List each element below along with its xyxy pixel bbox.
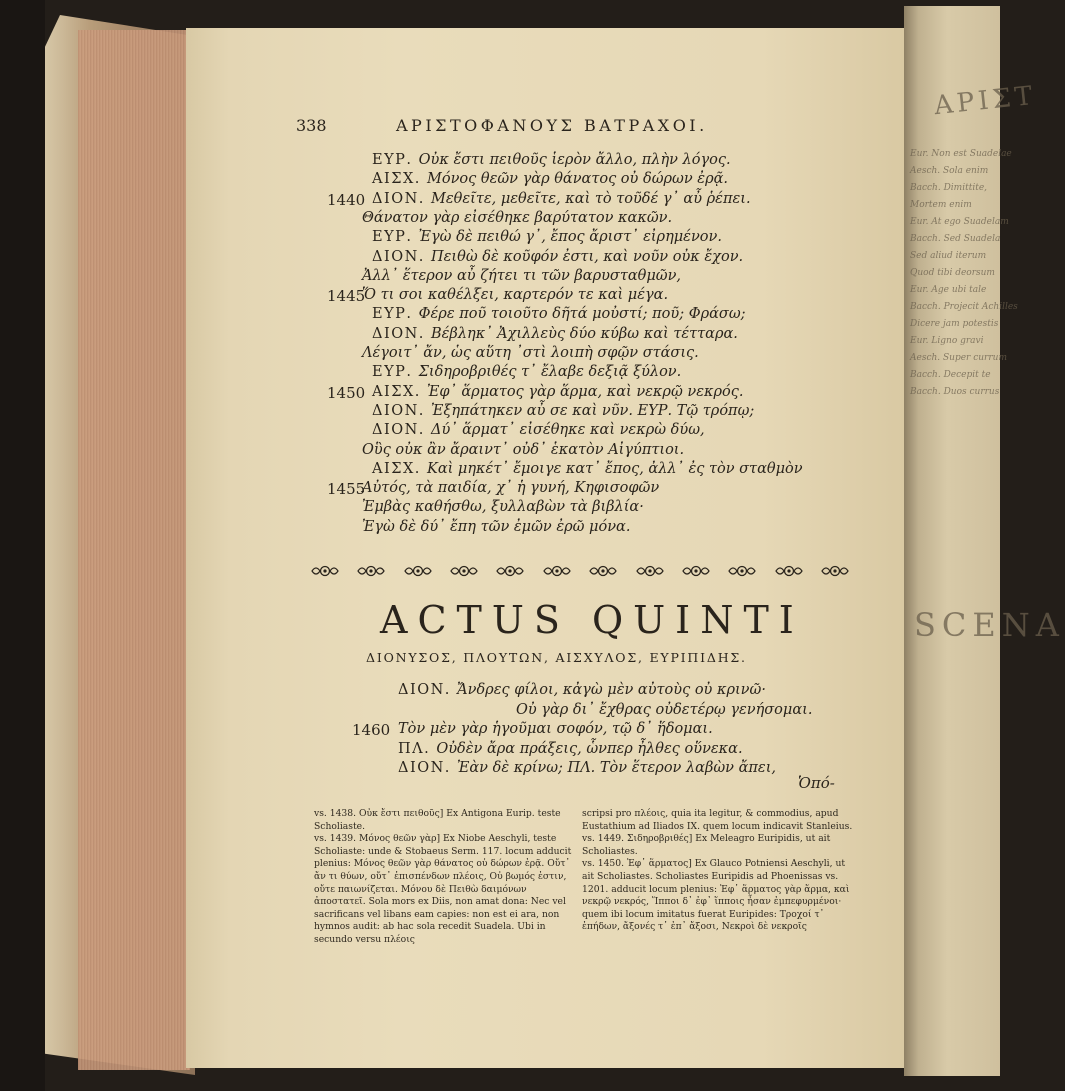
- speaker-name: ΕΥΡ.: [372, 229, 419, 246]
- speaker-name: ΔΙΟΝ.: [398, 760, 457, 776]
- opposite-line: Eur. At ego Suadelam: [910, 217, 1009, 227]
- ornament-icon: [820, 563, 850, 577]
- act-title: ACTUS QUINTI: [380, 598, 804, 642]
- page-number: 338: [296, 116, 327, 135]
- ornament-icon: [495, 563, 525, 577]
- speaker-name: ΠΛ.: [398, 740, 437, 757]
- footnotes-left-column: [314, 808, 572, 947]
- opposite-line: Bacch. Dimittite,: [910, 183, 988, 193]
- line-number: 1440: [327, 190, 366, 209]
- footnote: scripsi pro πλέοις, quia ita legitur, & commodius, apud Eustathium ad Iliados IX. quem locum indicavit Stanleius.: [582, 808, 853, 832]
- cast-list: ΔΙΟΝΥΣΟΣ, ΠΛΟΥΤΩΝ, ΑΙΣΧΥΛΟΣ, ΕΥΡΙΠΙΔΗΣ.: [366, 650, 747, 665]
- opposite-line: Bacch. Sed Suadela: [910, 234, 1001, 244]
- verse-line: [362, 268, 681, 284]
- verse-text: Θάνατον γὰρ εἰσέθηκε βαρύτατον κακῶν.: [362, 209, 673, 226]
- verse-text: Δύ᾽ ἅρματ᾽ εἰσέθηκε καὶ νεκρὼ δύω,: [431, 422, 705, 439]
- opposite-scene-heading: SCENA: [914, 606, 1065, 644]
- verse-text: Οὐδὲν ἄρα πράξεις, ὧνπερ ἦλθες οὕνεκα.: [436, 740, 743, 757]
- opposite-line: Eur. Ligno gravi: [910, 336, 984, 346]
- ornament-icon: [403, 563, 433, 577]
- ornament-icon: [449, 563, 479, 577]
- verse-text: Οὐ γὰρ δι᾽ ἔχθρας οὐδετέρῳ γενήσομαι.: [516, 701, 813, 718]
- verse-line: [362, 345, 699, 361]
- verse-text: Σιδηροβριθές τ᾽ ἔλαβε δεξιᾷ ξύλον.: [418, 364, 682, 381]
- verse-line: [398, 760, 776, 776]
- opposite-line: Bacch. Projecit Achilles: [910, 302, 1018, 312]
- verse-line: [372, 461, 803, 477]
- speaker-name: ΑΙΣΧ.: [372, 171, 427, 188]
- speaker-name: ΕΥΡ.: [372, 306, 419, 323]
- speaker-name: ΔΙΟΝ.: [372, 325, 431, 342]
- footnote: vs. 1449. Σιδηροβριθές] Ex Meleagro Euripidis, ut ait Scholiastes.: [582, 833, 831, 857]
- verse-text: Φέρε ποῦ τοιοῦτο δῆτά μοὐστί; ποῦ; Φράσω;: [418, 306, 746, 323]
- opposite-line: Dicere jam potestis: [910, 319, 999, 329]
- verse-line: [362, 442, 684, 458]
- verse-text: Τὸν μὲν γὰρ ἡγοῦμαι σοφόν, τῷ δ᾽ ἥδομαι.: [398, 721, 713, 737]
- verse-line: [362, 287, 668, 303]
- speaker-name: ΔΙΟΝ.: [372, 422, 431, 439]
- opposite-line: Eur. Age ubi tale: [910, 285, 987, 295]
- line-number: 1445: [327, 287, 366, 306]
- verse-text: Ἐγὼ δὲ πειθώ γ᾽, ἔπος ἄριστ᾽ εἰρημένον.: [418, 229, 722, 246]
- verse-line: [362, 499, 644, 515]
- verse-text: Λέγοιτ᾽ ἄν, ὡς αὕτη ᾽στὶ λοιπὴ σφῷν στάσις.: [362, 345, 699, 361]
- verse-text: Ἄνδρες φίλοι, κἀγὼ μὲν αὐτοὺς οὐ κρινῶ·: [457, 682, 766, 698]
- speaker-name: ΑΙΣΧ.: [372, 460, 427, 477]
- verse-line: [372, 403, 754, 419]
- verse-text: Καὶ μηκέτ᾽ ἔμοιγε κατ᾽ ἔπος, ἀλλ᾽ ἐς τὸν σταθμὸν: [427, 460, 803, 477]
- verse-line: [398, 682, 766, 698]
- ornament-icon: [635, 563, 665, 577]
- ornament-icon: [774, 563, 804, 577]
- footnote: vs. 1438. Οὐκ ἔστι πειθοῦς] Ex Antigona Eurip. teste Scholiaste.: [314, 808, 561, 832]
- verse-text: Ἐγὼ δὲ δύ᾽ ἔπη τῶν ἐμῶν ἐρῶ μόνα.: [362, 518, 631, 535]
- speaker-name: ΕΥΡ.: [372, 364, 419, 381]
- opposite-line: Bacch. Duos currus: [910, 387, 1000, 397]
- opposite-line: Mortem enim: [910, 200, 972, 210]
- verse-line: [372, 422, 705, 438]
- verse-line: [362, 519, 630, 535]
- verse-line: [372, 364, 681, 380]
- left-page: [186, 28, 904, 1068]
- verse-text: Βέβληκ᾽ Ἀχιλλεὺς δύο κύβω καὶ τέτταρα.: [431, 325, 738, 342]
- verse-line: [372, 384, 743, 400]
- background-left: [0, 0, 45, 1091]
- verse-text: Μόνος θεῶν γὰρ θάνατος οὐ δώρων ἐρᾷ.: [427, 171, 728, 188]
- speaker-name: ΕΥΡ.: [372, 152, 419, 168]
- verse-line: [516, 702, 812, 718]
- verse-text: Μεθεῖτε, μεθεῖτε, καὶ τὸ τοῦδέ γ᾽ αὖ ῥέπει.: [431, 190, 751, 207]
- footnote: vs. 1439. Μόνος θεῶν γὰρ] Ex Niobe Aeschyli, teste Scholiaste: unde & Stobaeus Serm. 117. locum adducit plenius: Μόνος θεῶν γὰρ θάνατος οὐ δώρων ἐρᾷ. Οὔτ᾽ ἄν τι θύων, οὔτ᾽ ἐπισπένδων πλέοις, Οὐ βωμός ἐστιν, οὔτε παιωνίζεται. Μόνου δὲ Πειθὼ δαιμόνων ἀποστατεῖ. Sola mors ex Diis, non amat dona: Nec vel sacrificans vel libans eam capies: non est ei ara, non hymnos audit: ab hac sola recedit Suadela. Ubi in secundo versu πλέοις: [314, 833, 572, 945]
- verse-text: Οὓς οὐκ ἂν ἄραιντ᾽ οὐδ᾽ ἑκατὸν Αἰγύπτιοι.: [362, 441, 685, 458]
- page-edges: [78, 30, 190, 1070]
- opposite-line: Aesch. Super currum: [910, 353, 1007, 363]
- verse-text: Ἐμβὰς καθήσθω, ξυλλαβὼν τὰ βιβλία·: [362, 499, 644, 516]
- speaker-name: ΔΙΟΝ.: [398, 682, 457, 698]
- ornament-divider: [310, 560, 850, 580]
- opposite-line: Eur. Non est Suadelae: [910, 149, 1012, 159]
- verse-text: Ὅ τι σοι καθέλξει, καρτερόν τε καὶ μέγα.: [362, 287, 669, 304]
- ornament-icon: [542, 563, 572, 577]
- verse-line: [362, 480, 659, 496]
- verse-text: Ἐξηπάτηκεν αὖ σε καὶ νῦν. ΕΥΡ. Τῷ τρόπῳ;: [431, 402, 755, 419]
- verse-text: Ἀλλ᾽ ἕτερον αὖ ζήτει τι τῶν βαρυσταθμῶν,: [362, 267, 682, 284]
- speaker-name: ΑΙΣΧ.: [372, 383, 427, 400]
- speaker-name: ΔΙΟΝ.: [372, 402, 431, 419]
- opposite-line: Bacch. Decepit te: [910, 370, 991, 380]
- verse-text: Οὐκ ἔστι πειθοῦς ἱερὸν ἄλλο, πλὴν λόγος.: [418, 152, 731, 168]
- verse-line: [372, 326, 738, 342]
- footnotes-right-column: [582, 808, 854, 934]
- speaker-name: ΔΙΟΝ.: [372, 190, 431, 207]
- verse-line: [372, 249, 743, 265]
- opposite-line: Aesch. Sola enim: [910, 166, 989, 176]
- opposite-text-lines: [910, 146, 1018, 401]
- opposite-line: Quod tibi deorsum: [910, 268, 995, 278]
- ornament-icon: [727, 563, 757, 577]
- catchword: Ὁπό-: [798, 774, 835, 792]
- verse-text: Ἐὰν δὲ κρίνω; ΠΛ. Τὸν ἕτερον λαβὼν ἄπει,: [457, 760, 776, 776]
- verse-line: [372, 229, 722, 245]
- ornament-icon: [310, 563, 340, 577]
- opposite-line: Sed aliud iterum: [910, 251, 987, 261]
- verse-text: Αὐτός, τὰ παιδία, χ᾽ ἡ γυνή, Κηφισοφῶν: [362, 480, 660, 497]
- verse-line: [372, 191, 751, 207]
- verse-line: [362, 210, 672, 226]
- verse-line: [372, 306, 746, 322]
- verse-line: [372, 171, 728, 187]
- verse-text: Πειθὼ δὲ κοῦφόν ἐστι, καὶ νοῦν οὐκ ἔχον.: [431, 248, 744, 265]
- verse-line: [398, 741, 743, 757]
- line-number: 1455: [327, 480, 366, 499]
- line-number: 1460: [352, 721, 391, 739]
- verse-line: [372, 152, 731, 168]
- footnote: vs. 1450. Ἐφ᾽ ἅρματος] Ex Glauco Potniensi Aeschyli, ut ait Scholiastes. Scholiastes Euripidis ad Phoenissas vs. 1201. adducit locum plenius: Ἐφ᾽ ἅρματος γὰρ ἅρμα, καὶ νεκρῷ νεκρός, Ἵπποι δ᾽ ἐφ᾽ ἵπποις ἦσαν ἐμπεφυρμένοι· quem ibi locum imitatus fuerat Euripides: Τροχοί τ᾽ ἐπήδων, ἄξονές τ᾽ ἐπ᾽ ἄξοσι, Νεκροὶ δὲ νεκροῖς: [582, 858, 850, 933]
- running-title: ΑΡΙΣΤΟΦΑΝΟΥΣ ΒΑΤΡΑΧΟΙ.: [396, 116, 708, 135]
- verse-line: [398, 721, 713, 737]
- opposite-page: [904, 6, 1065, 1076]
- ornament-icon: [588, 563, 618, 577]
- opposite-running-title: ΑΡΙΣΤ: [932, 80, 1038, 122]
- ornament-icon: [356, 563, 386, 577]
- ornament-icon: [681, 563, 711, 577]
- verse-text: Ἐφ᾽ ἅρματος γὰρ ἅρμα, καὶ νεκρῷ νεκρός.: [427, 383, 744, 400]
- speaker-name: ΔΙΟΝ.: [372, 248, 431, 265]
- line-number: 1450: [327, 383, 366, 402]
